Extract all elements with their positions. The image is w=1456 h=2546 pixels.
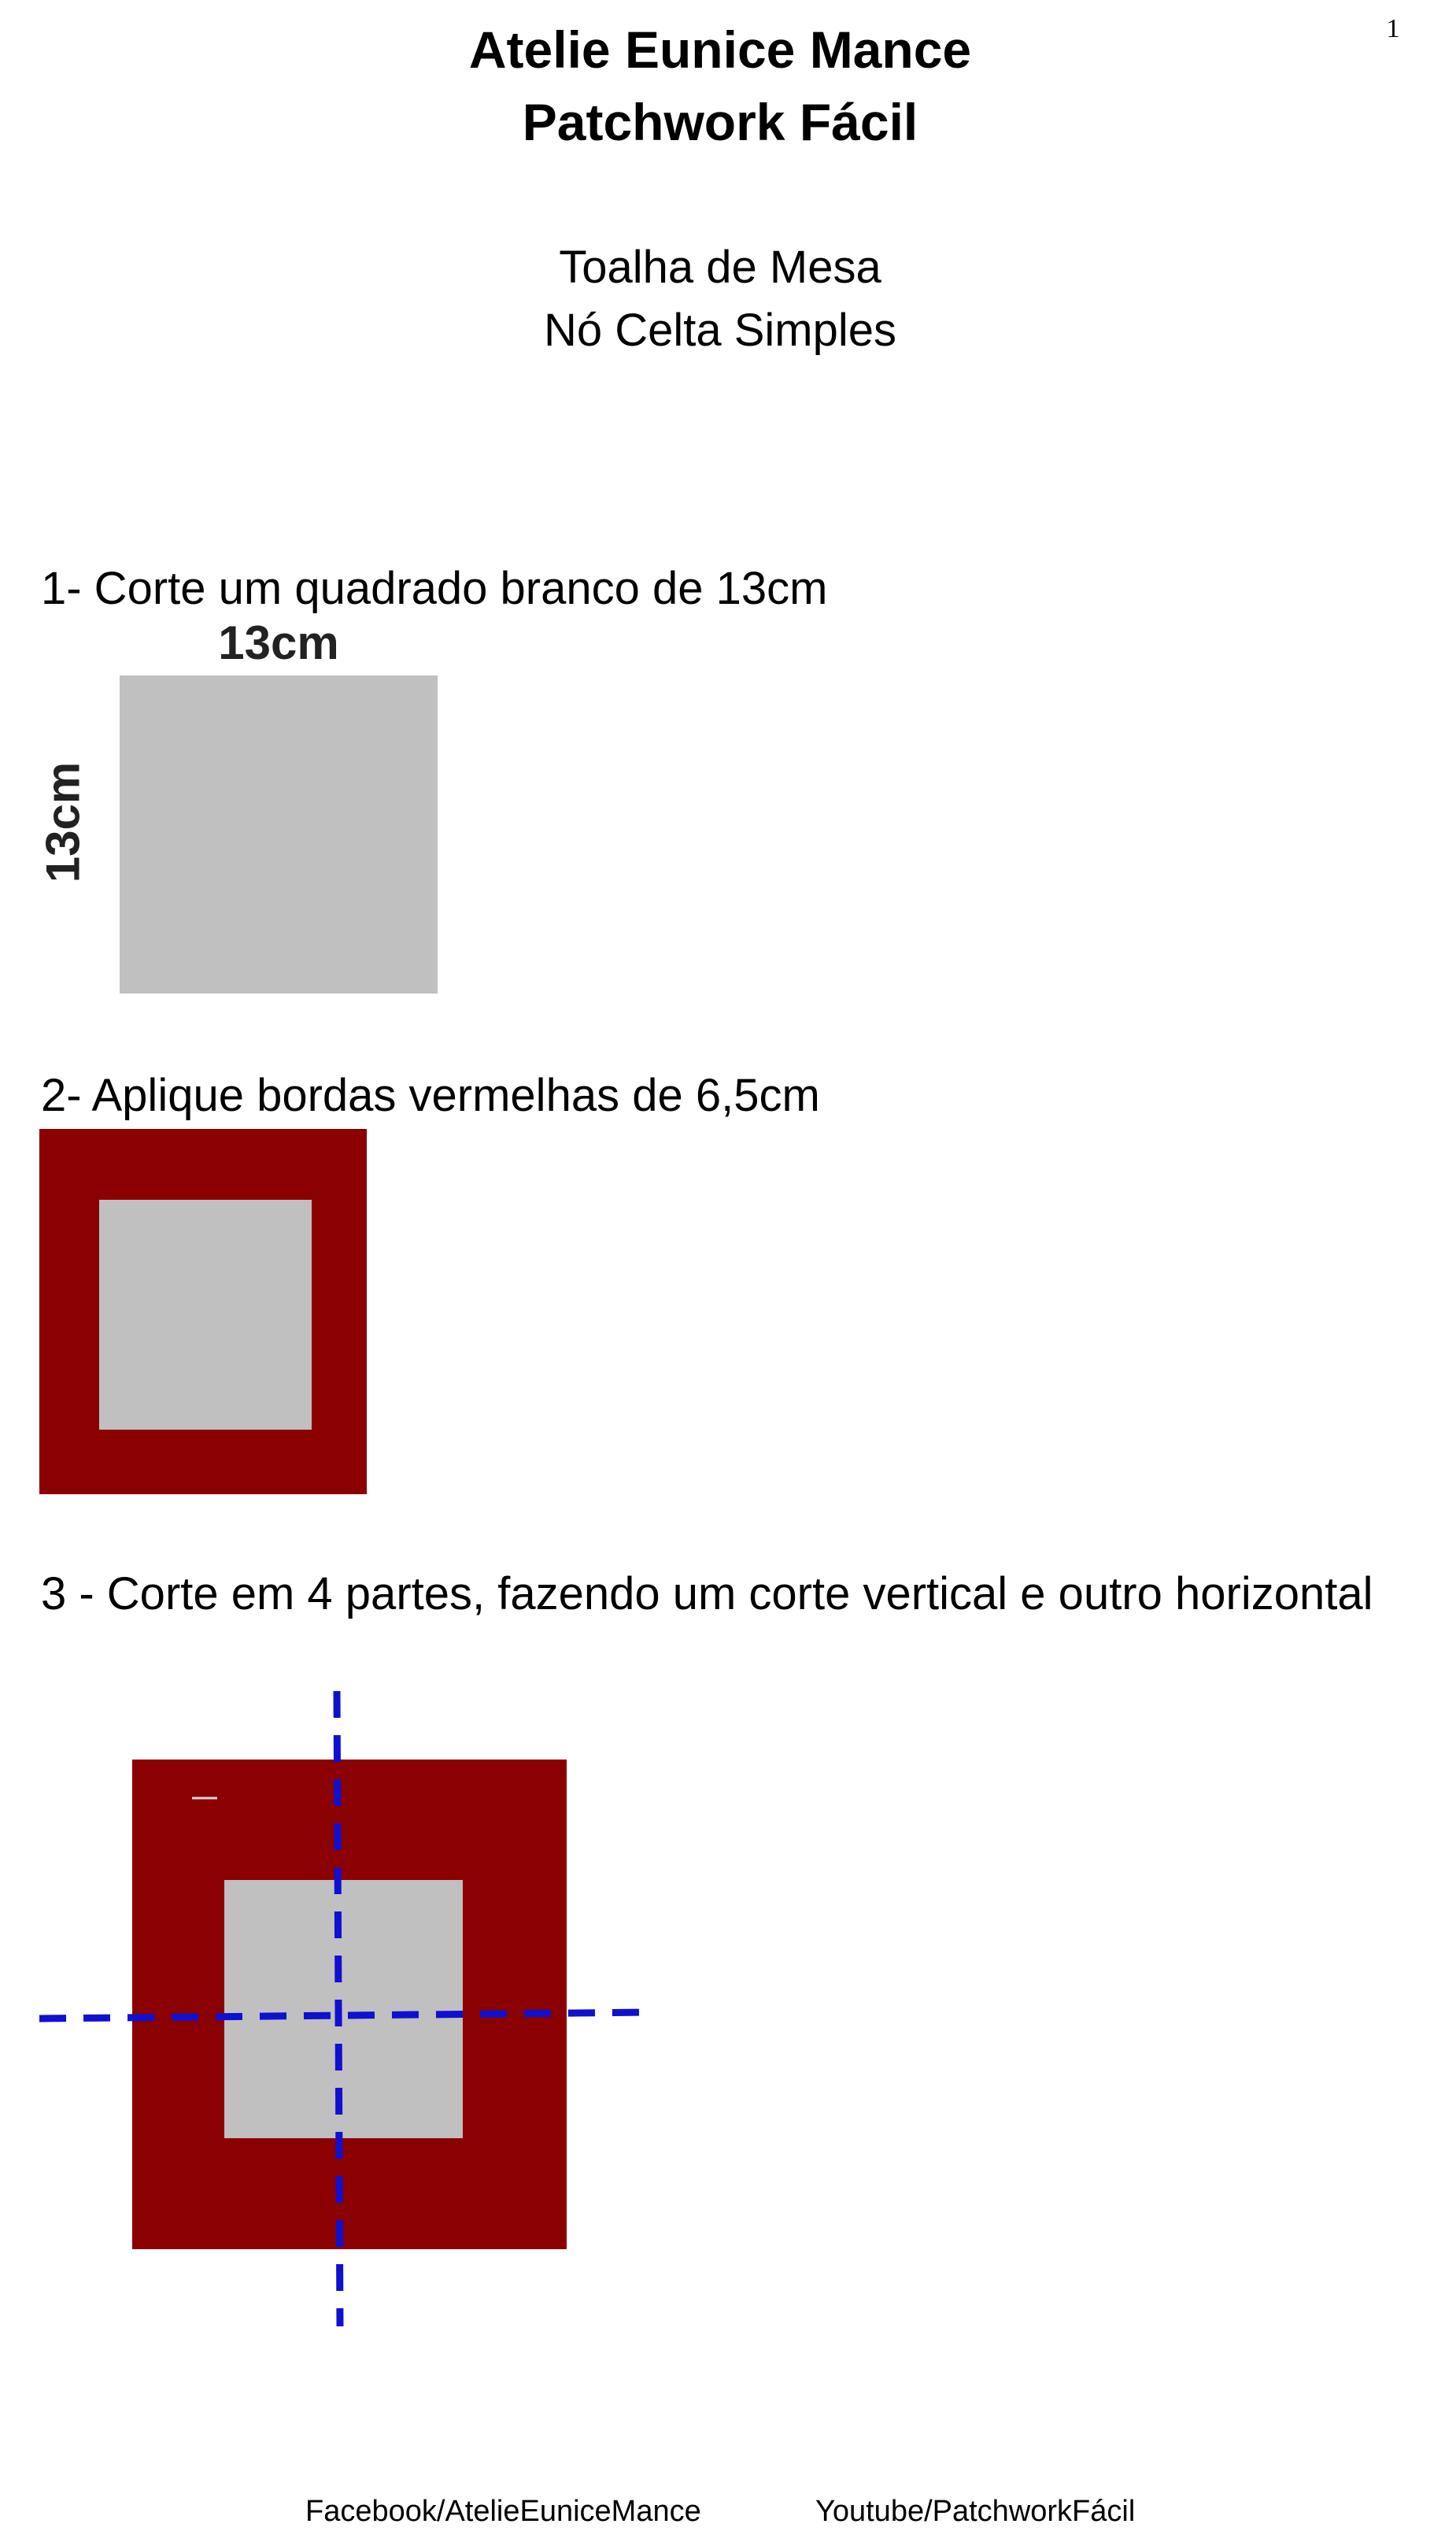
white-center (99, 1200, 312, 1430)
height-label: 13cm (36, 761, 90, 883)
subtitle-line2: Nó Celta Simples (543, 305, 897, 356)
step-1-text: 1- Corte um quadrado branco de 13cm (41, 563, 828, 614)
step-3-text: 3 - Corte em 4 partes, fazendo um corte vertical e outro horizontal (41, 1568, 1373, 1619)
white-center (224, 1880, 463, 2138)
step-2-figure (39, 1129, 367, 1494)
footer-facebook: Facebook/AtelieEuniceMance (305, 2495, 701, 2528)
step-3-figure (0, 1685, 708, 2330)
page-title-line1: Atelie Eunice Mance (468, 20, 972, 79)
cut-diagram (0, 1685, 708, 2330)
step-2-text: 2- Aplique bordas vermelhas de 6,5cm (41, 1070, 820, 1121)
page-title-line2: Patchwork Fácil (522, 93, 918, 151)
white-square (120, 675, 438, 994)
vertical-cut-line (337, 1691, 340, 2326)
page-number: 1 (1386, 14, 1400, 43)
footer-youtube: Youtube/PatchworkFácil (815, 2495, 1136, 2528)
step-1-figure (120, 675, 438, 994)
subtitle-line1: Toalha de Mesa (559, 242, 881, 293)
width-label: 13cm (218, 616, 339, 669)
